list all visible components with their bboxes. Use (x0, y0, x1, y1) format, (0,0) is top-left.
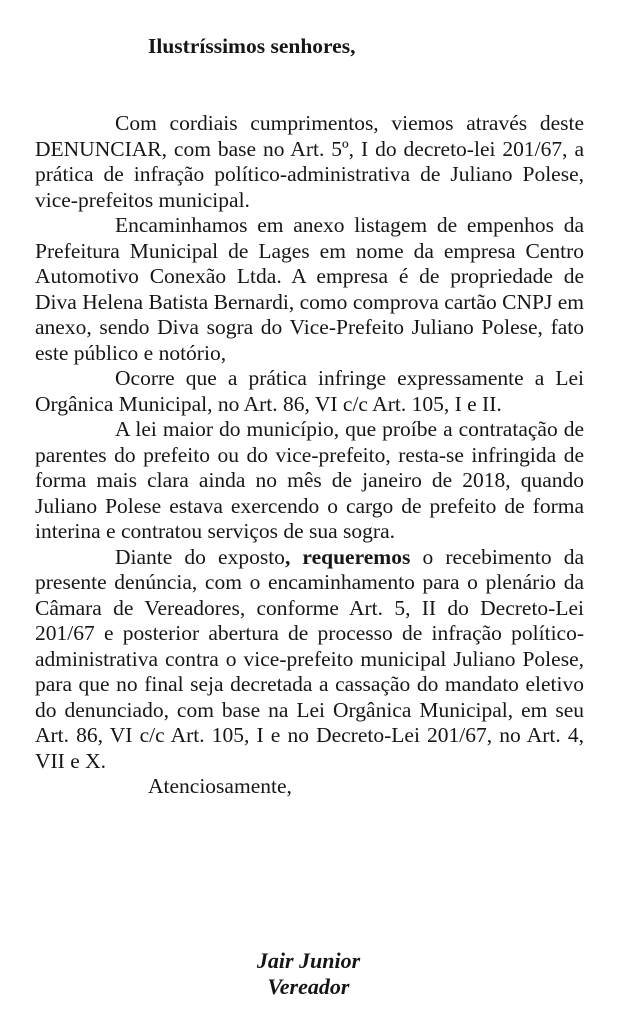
document-body (35, 111, 584, 800)
paragraph: A lei maior do município, que proíbe a contratação de parentes do prefeito ou do vice-prefeito, resta-se infringida de forma mais clara ainda no mês de janeiro de 2018, quando Juliano Polese estava exercendo o cargo de prefeito de forma interina e contratou serviços de sua sogra. (35, 417, 584, 543)
signature-title: Vereador (267, 974, 350, 999)
paragraph: Com cordiais cumprimentos, viemos através deste DENUNCIAR, com base no Art. 5º, I do decreto-lei 201/67, a prática de infração político-administrativa de Juliano Polese, vice-prefeitos municipal. (35, 111, 584, 212)
signature-name: Jair Junior (256, 948, 361, 973)
paragraph: Encaminhamos em anexo listagem de empenhos da Prefeitura Municipal de Lages em nome da empresa Centro Automotivo Conexão Ltda. A empresa é de propriedade de Diva Helena Batista Bernardi, como comprova cartão CNPJ em anexo, sendo Diva sogra do Vice-Prefeito Juliano Polese, fato este público e notório, (35, 213, 584, 365)
paragraph: Diante do exposto, requeremos o recebimento da presente denúncia, com o encaminhamento para o plenário da Câmara de Vereadores, conforme Art. 5, II do Decreto-Lei 201/67 e posterior abertura de processo de infração político-administrativa contra o vice-prefeito municipal Juliano Polese, para que no final seja decretada a cassação do mandato eletivo do denunciado, com base na Lei Orgânica Municipal, em seu Art. 86, VI c/c Art. 105, I e no Decreto-Lei 201/67, no Art. 4, VII e X. (35, 544, 584, 773)
closing: Atenciosamente, (148, 774, 292, 798)
paragraphs-container (35, 111, 584, 774)
paragraph: Ocorre que a prática infringe expressamente a Lei Orgânica Municipal, no Art. 86, VI c/c Art. 105, I e II. (35, 366, 584, 416)
salutation: Ilustríssimos senhores, (148, 34, 356, 58)
signature-block (0, 948, 617, 1000)
